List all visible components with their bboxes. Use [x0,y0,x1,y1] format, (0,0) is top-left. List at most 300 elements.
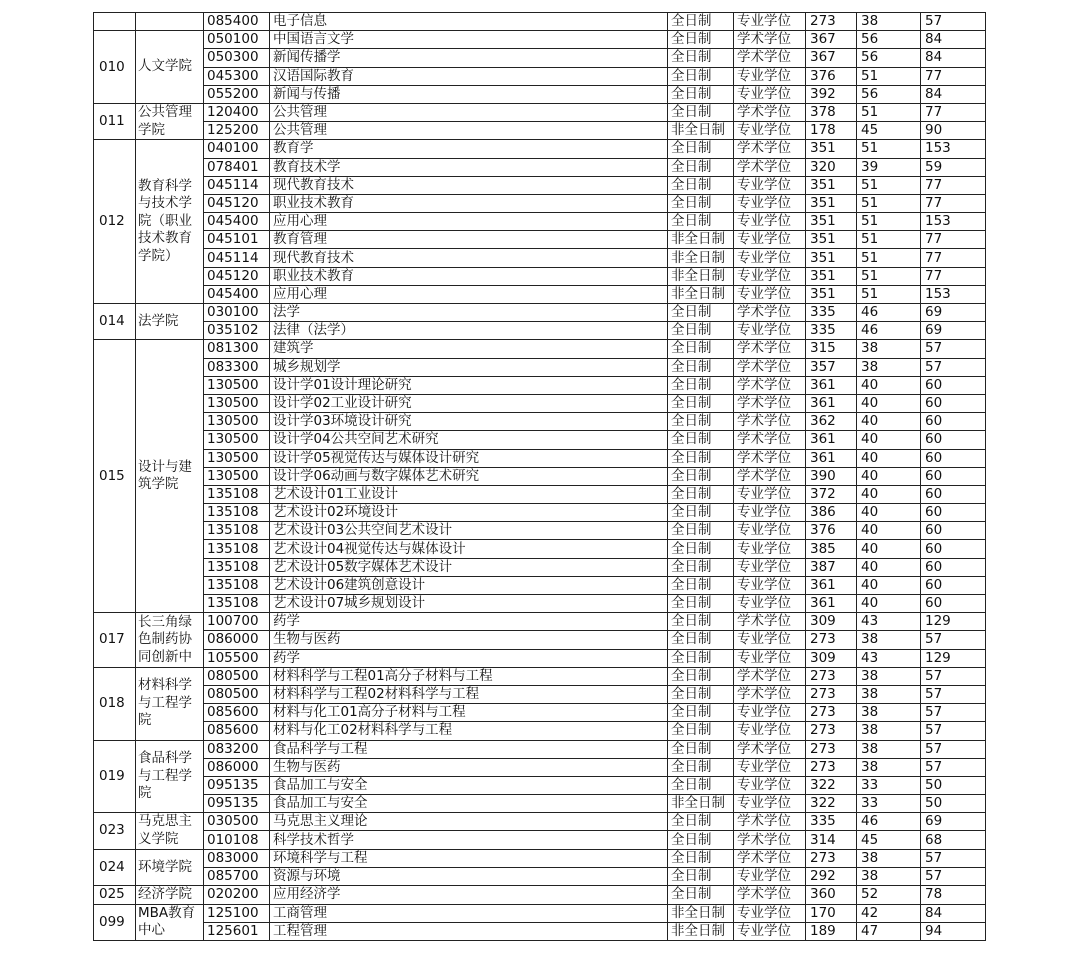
single-subject-over-100: 77 [921,176,986,194]
single-subject-100: 51 [857,140,921,158]
total-score: 361 [806,449,857,467]
major-name: 教育学 [270,140,668,158]
major-code: 081300 [204,340,270,358]
degree-type: 专业学位 [734,249,806,267]
study-mode: 全日制 [668,485,734,503]
total-score: 357 [806,358,857,376]
single-subject-100: 46 [857,304,921,322]
table-row [94,867,986,885]
table-row [94,685,986,703]
single-subject-100: 38 [857,849,921,867]
degree-type: 专业学位 [734,13,806,31]
single-subject-100: 51 [857,285,921,303]
single-subject-100: 40 [857,413,921,431]
study-mode: 全日制 [668,49,734,67]
major-code: 135108 [204,576,270,594]
single-subject-over-100: 77 [921,231,986,249]
major-name: 食品科学与工程 [270,740,668,758]
major-code: 083300 [204,358,270,376]
study-mode: 全日制 [668,67,734,85]
single-subject-100: 40 [857,394,921,412]
major-code: 135108 [204,558,270,576]
degree-type: 专业学位 [734,758,806,776]
total-score: 386 [806,504,857,522]
single-subject-over-100: 153 [921,213,986,231]
major-name: 职业技术教育 [270,194,668,212]
major-name: 食品加工与安全 [270,776,668,794]
study-mode: 全日制 [668,358,734,376]
single-subject-100: 52 [857,886,921,905]
table-row [94,795,986,813]
single-subject-100: 43 [857,649,921,667]
major-code: 100700 [204,613,270,631]
single-subject-over-100: 69 [921,304,986,322]
college-code: 017 [94,613,136,668]
major-name: 应用心理 [270,213,668,231]
total-score: 273 [806,667,857,685]
single-subject-over-100: 60 [921,431,986,449]
total-score: 320 [806,158,857,176]
major-name: 生物与医药 [270,631,668,649]
degree-type: 专业学位 [734,176,806,194]
total-score: 351 [806,267,857,285]
degree-type: 专业学位 [734,576,806,594]
study-mode: 全日制 [668,103,734,121]
table-row [94,431,986,449]
single-subject-100: 38 [857,667,921,685]
major-name: 应用经济学 [270,886,668,905]
major-name: 资源与环境 [270,867,668,885]
table-row [94,849,986,867]
table-row [94,922,986,940]
study-mode: 全日制 [668,595,734,613]
table-row [94,886,986,905]
total-score: 335 [806,813,857,831]
total-score: 309 [806,649,857,667]
table-row [94,85,986,103]
table-row [94,522,986,540]
single-subject-over-100: 60 [921,449,986,467]
single-subject-100: 33 [857,795,921,813]
single-subject-over-100: 94 [921,922,986,940]
study-mode: 非全日制 [668,795,734,813]
study-mode: 全日制 [668,467,734,485]
major-code: 045400 [204,213,270,231]
single-subject-over-100: 60 [921,467,986,485]
college-name [136,13,204,31]
major-code: 030100 [204,304,270,322]
major-name: 马克思主义理论 [270,813,668,831]
major-name: 生物与医药 [270,758,668,776]
table-row [94,249,986,267]
major-code: 050100 [204,31,270,49]
single-subject-100: 38 [857,631,921,649]
major-name: 环境科学与工程 [270,849,668,867]
major-name: 城乡规划学 [270,358,668,376]
single-subject-100: 47 [857,922,921,940]
single-subject-over-100: 68 [921,831,986,849]
college-name: 经济学院 [136,886,204,905]
major-name: 现代教育技术 [270,176,668,194]
table-row [94,776,986,794]
college-name: 公共管理学院 [136,103,204,139]
total-score: 351 [806,213,857,231]
degree-type: 专业学位 [734,795,806,813]
degree-type: 专业学位 [734,522,806,540]
study-mode: 全日制 [668,13,734,31]
table-row [94,595,986,613]
single-subject-over-100: 57 [921,758,986,776]
major-name: 工程管理 [270,922,668,940]
single-subject-100: 42 [857,904,921,922]
major-code: 105500 [204,649,270,667]
table-row [94,649,986,667]
single-subject-100: 40 [857,376,921,394]
degree-type: 专业学位 [734,867,806,885]
single-subject-over-100: 57 [921,631,986,649]
total-score: 385 [806,540,857,558]
single-subject-over-100: 57 [921,340,986,358]
study-mode: 非全日制 [668,231,734,249]
major-code: 010108 [204,831,270,849]
table-row [94,176,986,194]
college-name: 环境学院 [136,849,204,885]
single-subject-over-100: 60 [921,595,986,613]
single-subject-100: 51 [857,103,921,121]
degree-type: 专业学位 [734,122,806,140]
total-score: 376 [806,67,857,85]
single-subject-100: 38 [857,685,921,703]
major-code: 045120 [204,194,270,212]
degree-type: 专业学位 [734,922,806,940]
single-subject-over-100: 77 [921,267,986,285]
study-mode: 全日制 [668,886,734,905]
degree-type: 学术学位 [734,813,806,831]
degree-type: 学术学位 [734,376,806,394]
single-subject-over-100: 50 [921,795,986,813]
major-name: 艺术设计04视觉传达与媒体设计 [270,540,668,558]
single-subject-over-100: 60 [921,376,986,394]
single-subject-100: 51 [857,67,921,85]
table-row [94,358,986,376]
single-subject-over-100: 84 [921,31,986,49]
major-code: 130500 [204,394,270,412]
total-score: 361 [806,576,857,594]
major-code: 135108 [204,504,270,522]
table-row [94,158,986,176]
college-name: 食品科学与工程学院 [136,740,204,813]
major-name: 设计学05视觉传达与媒体设计研究 [270,449,668,467]
degree-type: 专业学位 [734,595,806,613]
degree-type: 专业学位 [734,231,806,249]
study-mode: 全日制 [668,213,734,231]
major-name: 教育技术学 [270,158,668,176]
degree-type: 专业学位 [734,558,806,576]
major-name: 艺术设计05数字媒体艺术设计 [270,558,668,576]
college-code: 024 [94,849,136,885]
study-mode: 全日制 [668,449,734,467]
single-subject-100: 38 [857,722,921,740]
degree-type: 专业学位 [734,322,806,340]
degree-type: 学术学位 [734,740,806,758]
total-score: 390 [806,467,857,485]
table-row [94,631,986,649]
single-subject-over-100: 60 [921,576,986,594]
degree-type: 专业学位 [734,67,806,85]
single-subject-100: 40 [857,595,921,613]
major-name: 药学 [270,649,668,667]
total-score: 314 [806,831,857,849]
single-subject-over-100: 77 [921,194,986,212]
table-row [94,704,986,722]
college-name: 设计与建筑学院 [136,340,204,613]
major-name: 现代教育技术 [270,249,668,267]
total-score: 322 [806,776,857,794]
degree-type: 学术学位 [734,413,806,431]
degree-type: 专业学位 [734,649,806,667]
single-subject-100: 51 [857,267,921,285]
study-mode: 非全日制 [668,249,734,267]
degree-type: 学术学位 [734,467,806,485]
single-subject-over-100: 57 [921,704,986,722]
major-name: 公共管理 [270,103,668,121]
total-score: 367 [806,49,857,67]
major-name: 公共管理 [270,122,668,140]
total-score: 351 [806,249,857,267]
single-subject-100: 40 [857,576,921,594]
single-subject-100: 38 [857,358,921,376]
single-subject-over-100: 50 [921,776,986,794]
major-code: 078401 [204,158,270,176]
table-row [94,194,986,212]
table-row [94,103,986,121]
college-code [94,13,136,31]
degree-type: 学术学位 [734,449,806,467]
table-row [94,122,986,140]
table-row [94,322,986,340]
total-score: 361 [806,431,857,449]
single-subject-100: 38 [857,758,921,776]
single-subject-100: 40 [857,540,921,558]
major-code: 085400 [204,13,270,31]
total-score: 351 [806,176,857,194]
degree-type: 学术学位 [734,667,806,685]
major-name: 电子信息 [270,13,668,31]
total-score: 322 [806,795,857,813]
major-name: 教育管理 [270,231,668,249]
study-mode: 全日制 [668,194,734,212]
table-row [94,340,986,358]
single-subject-over-100: 57 [921,849,986,867]
table-row [94,304,986,322]
table-row [94,231,986,249]
total-score: 360 [806,886,857,905]
study-mode: 非全日制 [668,285,734,303]
single-subject-over-100: 77 [921,103,986,121]
table-row [94,267,986,285]
table-row [94,31,986,49]
single-subject-over-100: 90 [921,122,986,140]
major-code: 086000 [204,631,270,649]
study-mode: 全日制 [668,722,734,740]
major-code: 125200 [204,122,270,140]
single-subject-100: 38 [857,340,921,358]
major-name: 设计学02工业设计研究 [270,394,668,412]
degree-type: 专业学位 [734,213,806,231]
college-name: 人文学院 [136,31,204,104]
single-subject-100: 56 [857,31,921,49]
major-name: 设计学06动画与数字媒体艺术研究 [270,467,668,485]
table-row [94,540,986,558]
single-subject-100: 39 [857,158,921,176]
study-mode: 非全日制 [668,267,734,285]
major-code: 055200 [204,85,270,103]
total-score: 273 [806,758,857,776]
table-row [94,722,986,740]
single-subject-100: 38 [857,740,921,758]
major-name: 新闻传播学 [270,49,668,67]
table-row [94,449,986,467]
single-subject-over-100: 60 [921,413,986,431]
major-code: 125601 [204,922,270,940]
single-subject-100: 33 [857,776,921,794]
study-mode: 全日制 [668,394,734,412]
total-score: 361 [806,394,857,412]
study-mode: 全日制 [668,522,734,540]
college-code: 023 [94,813,136,849]
study-mode: 全日制 [668,667,734,685]
table-row [94,213,986,231]
single-subject-over-100: 78 [921,886,986,905]
table-row [94,504,986,522]
single-subject-over-100: 59 [921,158,986,176]
single-subject-over-100: 60 [921,485,986,503]
total-score: 362 [806,413,857,431]
major-name: 艺术设计03公共空间艺术设计 [270,522,668,540]
degree-type: 学术学位 [734,613,806,631]
degree-type: 专业学位 [734,722,806,740]
major-code: 030500 [204,813,270,831]
major-name: 材料科学与工程01高分子材料与工程 [270,667,668,685]
college-name: MBA教育中心 [136,904,204,940]
degree-type: 学术学位 [734,340,806,358]
major-name: 设计学03环境设计研究 [270,413,668,431]
major-code: 085700 [204,867,270,885]
study-mode: 全日制 [668,776,734,794]
major-name: 食品加工与安全 [270,795,668,813]
single-subject-100: 38 [857,13,921,31]
major-code: 130500 [204,413,270,431]
degree-type: 专业学位 [734,485,806,503]
degree-type: 专业学位 [734,267,806,285]
total-score: 189 [806,922,857,940]
degree-type: 学术学位 [734,886,806,905]
degree-type: 学术学位 [734,431,806,449]
single-subject-100: 38 [857,704,921,722]
total-score: 387 [806,558,857,576]
single-subject-100: 40 [857,504,921,522]
degree-type: 专业学位 [734,776,806,794]
study-mode: 全日制 [668,849,734,867]
study-mode: 全日制 [668,176,734,194]
study-mode: 全日制 [668,413,734,431]
single-subject-over-100: 60 [921,522,986,540]
single-subject-100: 56 [857,49,921,67]
total-score: 372 [806,485,857,503]
major-name: 法学 [270,304,668,322]
major-code: 130500 [204,449,270,467]
major-code: 045300 [204,67,270,85]
degree-type: 专业学位 [734,194,806,212]
major-code: 095135 [204,795,270,813]
study-mode: 全日制 [668,376,734,394]
total-score: 292 [806,867,857,885]
study-mode: 全日制 [668,576,734,594]
single-subject-100: 43 [857,613,921,631]
total-score: 376 [806,522,857,540]
table-row [94,904,986,922]
college-code: 011 [94,103,136,139]
single-subject-over-100: 77 [921,67,986,85]
degree-type: 学术学位 [734,49,806,67]
study-mode: 全日制 [668,758,734,776]
total-score: 351 [806,285,857,303]
study-mode: 全日制 [668,431,734,449]
total-score: 335 [806,322,857,340]
single-subject-over-100: 57 [921,722,986,740]
study-mode: 非全日制 [668,904,734,922]
total-score: 351 [806,194,857,212]
total-score: 351 [806,140,857,158]
college-code: 018 [94,667,136,740]
major-code: 130500 [204,431,270,449]
degree-type: 学术学位 [734,358,806,376]
degree-type: 学术学位 [734,685,806,703]
degree-type: 专业学位 [734,631,806,649]
table-row [94,576,986,594]
major-code: 045400 [204,285,270,303]
major-name: 艺术设计01工业设计 [270,485,668,503]
degree-type: 学术学位 [734,140,806,158]
single-subject-100: 45 [857,831,921,849]
college-code: 099 [94,904,136,940]
total-score: 351 [806,231,857,249]
single-subject-100: 51 [857,176,921,194]
major-code: 130500 [204,467,270,485]
major-name: 新闻与传播 [270,85,668,103]
major-code: 125100 [204,904,270,922]
major-code: 045114 [204,249,270,267]
major-code: 086000 [204,758,270,776]
major-name: 艺术设计06建筑创意设计 [270,576,668,594]
total-score: 273 [806,13,857,31]
study-mode: 全日制 [668,631,734,649]
college-name: 教育科学与技术学院（职业技术教育学院） [136,140,204,304]
single-subject-over-100: 57 [921,867,986,885]
college-code: 010 [94,31,136,104]
study-mode: 全日制 [668,540,734,558]
table-row [94,13,986,31]
study-mode: 全日制 [668,613,734,631]
study-mode: 全日制 [668,140,734,158]
single-subject-100: 40 [857,467,921,485]
major-code: 135108 [204,595,270,613]
table-row [94,813,986,831]
study-mode: 全日制 [668,504,734,522]
study-mode: 非全日制 [668,922,734,940]
major-name: 艺术设计02环境设计 [270,504,668,522]
total-score: 361 [806,376,857,394]
